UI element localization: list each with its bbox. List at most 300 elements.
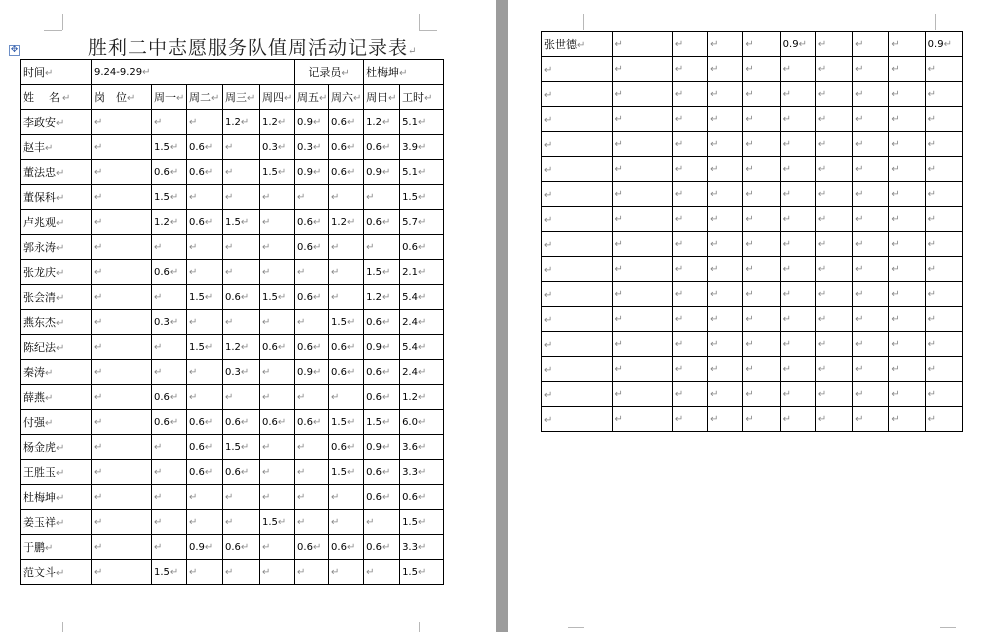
name-cell[interactable]: [21, 185, 92, 210]
name-cell[interactable]: [542, 32, 613, 57]
value-cell[interactable]: [329, 210, 364, 235]
value-cell[interactable]: [223, 510, 260, 535]
value-cell[interactable]: [853, 332, 889, 357]
value-cell[interactable]: [152, 385, 187, 410]
name-cell[interactable]: [542, 207, 613, 232]
value-cell[interactable]: [780, 32, 815, 57]
value-cell[interactable]: [152, 360, 187, 385]
value-cell[interactable]: [260, 285, 295, 310]
value-cell[interactable]: [815, 182, 852, 207]
value-cell[interactable]: [400, 460, 444, 485]
value-cell[interactable]: [672, 32, 707, 57]
value-cell[interactable]: [223, 385, 260, 410]
value-cell[interactable]: [260, 410, 295, 435]
value-cell[interactable]: [223, 135, 260, 160]
value-cell[interactable]: [152, 485, 187, 510]
value-cell[interactable]: [889, 282, 925, 307]
value-cell[interactable]: [853, 282, 889, 307]
value-cell[interactable]: [815, 82, 852, 107]
value-cell[interactable]: [612, 282, 672, 307]
value-cell[interactable]: [329, 135, 364, 160]
value-cell[interactable]: [329, 385, 364, 410]
column-header-0[interactable]: [21, 85, 92, 110]
value-cell[interactable]: [925, 307, 962, 332]
column-header-5[interactable]: [260, 85, 295, 110]
value-cell[interactable]: [223, 435, 260, 460]
value-cell[interactable]: [925, 257, 962, 282]
value-cell[interactable]: [708, 307, 743, 332]
value-cell[interactable]: [260, 510, 295, 535]
value-cell[interactable]: [187, 410, 223, 435]
value-cell[interactable]: [364, 535, 400, 560]
value-cell[interactable]: [889, 57, 925, 82]
value-cell[interactable]: [92, 160, 152, 185]
value-cell[interactable]: [815, 257, 852, 282]
value-cell[interactable]: [672, 282, 707, 307]
value-cell[interactable]: [152, 160, 187, 185]
value-cell[interactable]: [400, 335, 444, 360]
value-cell[interactable]: [329, 285, 364, 310]
value-cell[interactable]: [853, 382, 889, 407]
value-cell[interactable]: [780, 207, 815, 232]
value-cell[interactable]: [364, 435, 400, 460]
column-header-3[interactable]: [187, 85, 223, 110]
name-cell[interactable]: [21, 335, 92, 360]
value-cell[interactable]: [672, 107, 707, 132]
value-cell[interactable]: [400, 310, 444, 335]
value-cell[interactable]: [672, 357, 707, 382]
value-cell[interactable]: [612, 132, 672, 157]
value-cell[interactable]: [364, 285, 400, 310]
value-cell[interactable]: [672, 332, 707, 357]
name-cell[interactable]: [542, 157, 613, 182]
value-cell[interactable]: [612, 32, 672, 57]
name-cell[interactable]: [542, 307, 613, 332]
value-cell[interactable]: [853, 57, 889, 82]
value-cell[interactable]: [708, 407, 743, 432]
recorder-name-cell[interactable]: 杜梅坤↵: [364, 60, 444, 85]
value-cell[interactable]: [223, 485, 260, 510]
value-cell[interactable]: [223, 285, 260, 310]
value-cell[interactable]: [329, 160, 364, 185]
value-cell[interactable]: [92, 485, 152, 510]
value-cell[interactable]: [329, 110, 364, 135]
value-cell[interactable]: [187, 560, 223, 585]
name-cell[interactable]: [542, 232, 613, 257]
value-cell[interactable]: [295, 460, 329, 485]
value-cell[interactable]: [853, 307, 889, 332]
value-cell[interactable]: [743, 132, 780, 157]
value-cell[interactable]: [780, 382, 815, 407]
value-cell[interactable]: [187, 510, 223, 535]
value-cell[interactable]: [743, 232, 780, 257]
value-cell[interactable]: [400, 410, 444, 435]
value-cell[interactable]: [187, 260, 223, 285]
value-cell[interactable]: [708, 382, 743, 407]
value-cell[interactable]: [260, 360, 295, 385]
value-cell[interactable]: [672, 382, 707, 407]
value-cell[interactable]: [925, 82, 962, 107]
value-cell[interactable]: [815, 382, 852, 407]
value-cell[interactable]: [295, 235, 329, 260]
value-cell[interactable]: [743, 407, 780, 432]
value-cell[interactable]: [925, 182, 962, 207]
value-cell[interactable]: [295, 260, 329, 285]
column-header-7[interactable]: [329, 85, 364, 110]
name-cell[interactable]: [21, 510, 92, 535]
value-cell[interactable]: [853, 182, 889, 207]
value-cell[interactable]: [329, 560, 364, 585]
value-cell[interactable]: [612, 307, 672, 332]
value-cell[interactable]: [364, 210, 400, 235]
value-cell[interactable]: [92, 260, 152, 285]
value-cell[interactable]: [780, 232, 815, 257]
value-cell[interactable]: [708, 32, 743, 57]
value-cell[interactable]: [743, 57, 780, 82]
value-cell[interactable]: [780, 282, 815, 307]
value-cell[interactable]: [889, 182, 925, 207]
value-cell[interactable]: [329, 360, 364, 385]
value-cell[interactable]: [92, 310, 152, 335]
value-cell[interactable]: [260, 310, 295, 335]
value-cell[interactable]: [223, 360, 260, 385]
value-cell[interactable]: [815, 232, 852, 257]
value-cell[interactable]: [925, 357, 962, 382]
value-cell[interactable]: [260, 260, 295, 285]
value-cell[interactable]: [925, 157, 962, 182]
name-cell[interactable]: [21, 235, 92, 260]
value-cell[interactable]: [708, 257, 743, 282]
value-cell[interactable]: [612, 232, 672, 257]
value-cell[interactable]: [92, 235, 152, 260]
value-cell[interactable]: [260, 485, 295, 510]
value-cell[interactable]: [815, 307, 852, 332]
value-cell[interactable]: [329, 410, 364, 435]
value-cell[interactable]: [187, 235, 223, 260]
value-cell[interactable]: [815, 282, 852, 307]
value-cell[interactable]: [92, 560, 152, 585]
value-cell[interactable]: [780, 57, 815, 82]
value-cell[interactable]: [400, 385, 444, 410]
value-cell[interactable]: [400, 235, 444, 260]
value-cell[interactable]: [853, 207, 889, 232]
value-cell[interactable]: [853, 232, 889, 257]
value-cell[interactable]: [780, 132, 815, 157]
value-cell[interactable]: [329, 335, 364, 360]
value-cell[interactable]: [260, 235, 295, 260]
value-cell[interactable]: [260, 460, 295, 485]
value-cell[interactable]: [92, 435, 152, 460]
value-cell[interactable]: [152, 535, 187, 560]
value-cell[interactable]: [672, 82, 707, 107]
value-cell[interactable]: [295, 360, 329, 385]
value-cell[interactable]: [853, 107, 889, 132]
value-cell[interactable]: [925, 107, 962, 132]
value-cell[interactable]: [187, 435, 223, 460]
value-cell[interactable]: [400, 360, 444, 385]
value-cell[interactable]: [295, 410, 329, 435]
value-cell[interactable]: [329, 310, 364, 335]
value-cell[interactable]: [329, 235, 364, 260]
column-header-9[interactable]: [400, 85, 444, 110]
value-cell[interactable]: [92, 385, 152, 410]
value-cell[interactable]: [223, 560, 260, 585]
value-cell[interactable]: [364, 135, 400, 160]
value-cell[interactable]: [152, 235, 187, 260]
value-cell[interactable]: [92, 360, 152, 385]
value-cell[interactable]: [889, 82, 925, 107]
recorder-label-cell[interactable]: 记录员↵: [295, 60, 364, 85]
value-cell[interactable]: [780, 257, 815, 282]
value-cell[interactable]: [815, 332, 852, 357]
value-cell[interactable]: [295, 510, 329, 535]
value-cell[interactable]: [612, 107, 672, 132]
value-cell[interactable]: [400, 560, 444, 585]
value-cell[interactable]: [672, 57, 707, 82]
value-cell[interactable]: [612, 357, 672, 382]
value-cell[interactable]: [815, 407, 852, 432]
value-cell[interactable]: [672, 257, 707, 282]
value-cell[interactable]: [925, 382, 962, 407]
value-cell[interactable]: [815, 357, 852, 382]
value-cell[interactable]: [187, 385, 223, 410]
value-cell[interactable]: [400, 435, 444, 460]
value-cell[interactable]: [672, 182, 707, 207]
name-cell[interactable]: [542, 407, 613, 432]
value-cell[interactable]: [780, 107, 815, 132]
value-cell[interactable]: [400, 210, 444, 235]
value-cell[interactable]: [260, 185, 295, 210]
value-cell[interactable]: [260, 435, 295, 460]
value-cell[interactable]: [92, 110, 152, 135]
value-cell[interactable]: [152, 185, 187, 210]
column-header-2[interactable]: [152, 85, 187, 110]
value-cell[interactable]: [743, 207, 780, 232]
value-cell[interactable]: [612, 82, 672, 107]
value-cell[interactable]: [743, 257, 780, 282]
table-move-handle-icon[interactable]: ✥: [10, 45, 19, 55]
value-cell[interactable]: [187, 485, 223, 510]
value-cell[interactable]: [612, 382, 672, 407]
value-cell[interactable]: [708, 107, 743, 132]
value-cell[interactable]: [329, 460, 364, 485]
value-cell[interactable]: [187, 460, 223, 485]
value-cell[interactable]: [295, 560, 329, 585]
value-cell[interactable]: [364, 485, 400, 510]
value-cell[interactable]: [364, 260, 400, 285]
name-cell[interactable]: [542, 257, 613, 282]
value-cell[interactable]: [889, 207, 925, 232]
value-cell[interactable]: [743, 157, 780, 182]
value-cell[interactable]: [400, 135, 444, 160]
value-cell[interactable]: [889, 257, 925, 282]
value-cell[interactable]: [743, 357, 780, 382]
value-cell[interactable]: [853, 257, 889, 282]
value-cell[interactable]: [780, 307, 815, 332]
name-cell[interactable]: [542, 107, 613, 132]
value-cell[interactable]: [708, 282, 743, 307]
value-cell[interactable]: [223, 210, 260, 235]
value-cell[interactable]: [223, 410, 260, 435]
value-cell[interactable]: [92, 335, 152, 360]
value-cell[interactable]: [612, 407, 672, 432]
value-cell[interactable]: [708, 332, 743, 357]
value-cell[interactable]: [708, 207, 743, 232]
value-cell[interactable]: [187, 110, 223, 135]
value-cell[interactable]: [815, 207, 852, 232]
value-cell[interactable]: [223, 160, 260, 185]
value-cell[interactable]: [889, 107, 925, 132]
value-cell[interactable]: [92, 210, 152, 235]
value-cell[interactable]: [708, 82, 743, 107]
value-cell[interactable]: [223, 185, 260, 210]
value-cell[interactable]: [889, 382, 925, 407]
value-cell[interactable]: [364, 335, 400, 360]
name-cell[interactable]: [21, 135, 92, 160]
value-cell[interactable]: [743, 32, 780, 57]
name-cell[interactable]: [21, 360, 92, 385]
value-cell[interactable]: [364, 510, 400, 535]
value-cell[interactable]: [853, 357, 889, 382]
value-cell[interactable]: [853, 32, 889, 57]
name-cell[interactable]: [21, 285, 92, 310]
value-cell[interactable]: [152, 285, 187, 310]
value-cell[interactable]: [152, 435, 187, 460]
value-cell[interactable]: [152, 560, 187, 585]
value-cell[interactable]: [295, 485, 329, 510]
value-cell[interactable]: [152, 260, 187, 285]
value-cell[interactable]: [92, 185, 152, 210]
value-cell[interactable]: [364, 185, 400, 210]
value-cell[interactable]: [612, 332, 672, 357]
value-cell[interactable]: [672, 207, 707, 232]
value-cell[interactable]: [815, 57, 852, 82]
value-cell[interactable]: [400, 535, 444, 560]
value-cell[interactable]: [889, 132, 925, 157]
value-cell[interactable]: [152, 135, 187, 160]
value-cell[interactable]: [152, 310, 187, 335]
value-cell[interactable]: [260, 535, 295, 560]
name-cell[interactable]: [542, 357, 613, 382]
value-cell[interactable]: [364, 310, 400, 335]
column-header-6[interactable]: [295, 85, 329, 110]
value-cell[interactable]: [223, 260, 260, 285]
value-cell[interactable]: [815, 107, 852, 132]
value-cell[interactable]: [223, 110, 260, 135]
value-cell[interactable]: [612, 182, 672, 207]
value-cell[interactable]: [853, 82, 889, 107]
value-cell[interactable]: [400, 185, 444, 210]
value-cell[interactable]: [400, 510, 444, 535]
value-cell[interactable]: [743, 182, 780, 207]
value-cell[interactable]: [295, 210, 329, 235]
value-cell[interactable]: [223, 235, 260, 260]
value-cell[interactable]: [780, 332, 815, 357]
value-cell[interactable]: [889, 332, 925, 357]
value-cell[interactable]: [743, 107, 780, 132]
name-cell[interactable]: [542, 57, 613, 82]
value-cell[interactable]: [295, 185, 329, 210]
value-cell[interactable]: [187, 310, 223, 335]
value-cell[interactable]: [187, 185, 223, 210]
value-cell[interactable]: [925, 57, 962, 82]
value-cell[interactable]: [672, 132, 707, 157]
value-cell[interactable]: [889, 407, 925, 432]
time-label-cell[interactable]: 时间↵: [21, 60, 92, 85]
value-cell[interactable]: [708, 157, 743, 182]
value-cell[interactable]: [815, 132, 852, 157]
value-cell[interactable]: [780, 407, 815, 432]
value-cell[interactable]: [612, 157, 672, 182]
value-cell[interactable]: [672, 307, 707, 332]
value-cell[interactable]: [889, 157, 925, 182]
value-cell[interactable]: [92, 285, 152, 310]
value-cell[interactable]: [295, 535, 329, 560]
name-cell[interactable]: [21, 410, 92, 435]
value-cell[interactable]: [780, 157, 815, 182]
value-cell[interactable]: [295, 385, 329, 410]
name-cell[interactable]: [21, 535, 92, 560]
value-cell[interactable]: [400, 260, 444, 285]
name-cell[interactable]: [21, 210, 92, 235]
value-cell[interactable]: [780, 182, 815, 207]
value-cell[interactable]: [329, 485, 364, 510]
value-cell[interactable]: [187, 210, 223, 235]
value-cell[interactable]: [364, 560, 400, 585]
value-cell[interactable]: [295, 335, 329, 360]
value-cell[interactable]: [925, 332, 962, 357]
value-cell[interactable]: [260, 135, 295, 160]
value-cell[interactable]: [260, 335, 295, 360]
value-cell[interactable]: [925, 232, 962, 257]
value-cell[interactable]: [152, 210, 187, 235]
value-cell[interactable]: [708, 232, 743, 257]
value-cell[interactable]: [889, 307, 925, 332]
value-cell[interactable]: [260, 560, 295, 585]
value-cell[interactable]: [925, 132, 962, 157]
value-cell[interactable]: [743, 307, 780, 332]
value-cell[interactable]: [400, 485, 444, 510]
value-cell[interactable]: [329, 435, 364, 460]
value-cell[interactable]: [364, 110, 400, 135]
name-cell[interactable]: [21, 110, 92, 135]
value-cell[interactable]: [400, 285, 444, 310]
value-cell[interactable]: [329, 535, 364, 560]
value-cell[interactable]: [743, 382, 780, 407]
name-cell[interactable]: [542, 332, 613, 357]
value-cell[interactable]: [853, 407, 889, 432]
name-cell[interactable]: [542, 282, 613, 307]
value-cell[interactable]: [708, 182, 743, 207]
value-cell[interactable]: [295, 435, 329, 460]
value-cell[interactable]: [152, 460, 187, 485]
value-cell[interactable]: [295, 160, 329, 185]
value-cell[interactable]: [187, 335, 223, 360]
value-cell[interactable]: [187, 135, 223, 160]
value-cell[interactable]: [780, 82, 815, 107]
value-cell[interactable]: [329, 185, 364, 210]
value-cell[interactable]: [364, 385, 400, 410]
value-cell[interactable]: [889, 232, 925, 257]
value-cell[interactable]: [925, 32, 962, 57]
value-cell[interactable]: [92, 410, 152, 435]
name-cell[interactable]: [21, 560, 92, 585]
name-cell[interactable]: [21, 260, 92, 285]
value-cell[interactable]: [364, 235, 400, 260]
column-header-4[interactable]: [223, 85, 260, 110]
name-cell[interactable]: [21, 160, 92, 185]
value-cell[interactable]: [223, 535, 260, 560]
